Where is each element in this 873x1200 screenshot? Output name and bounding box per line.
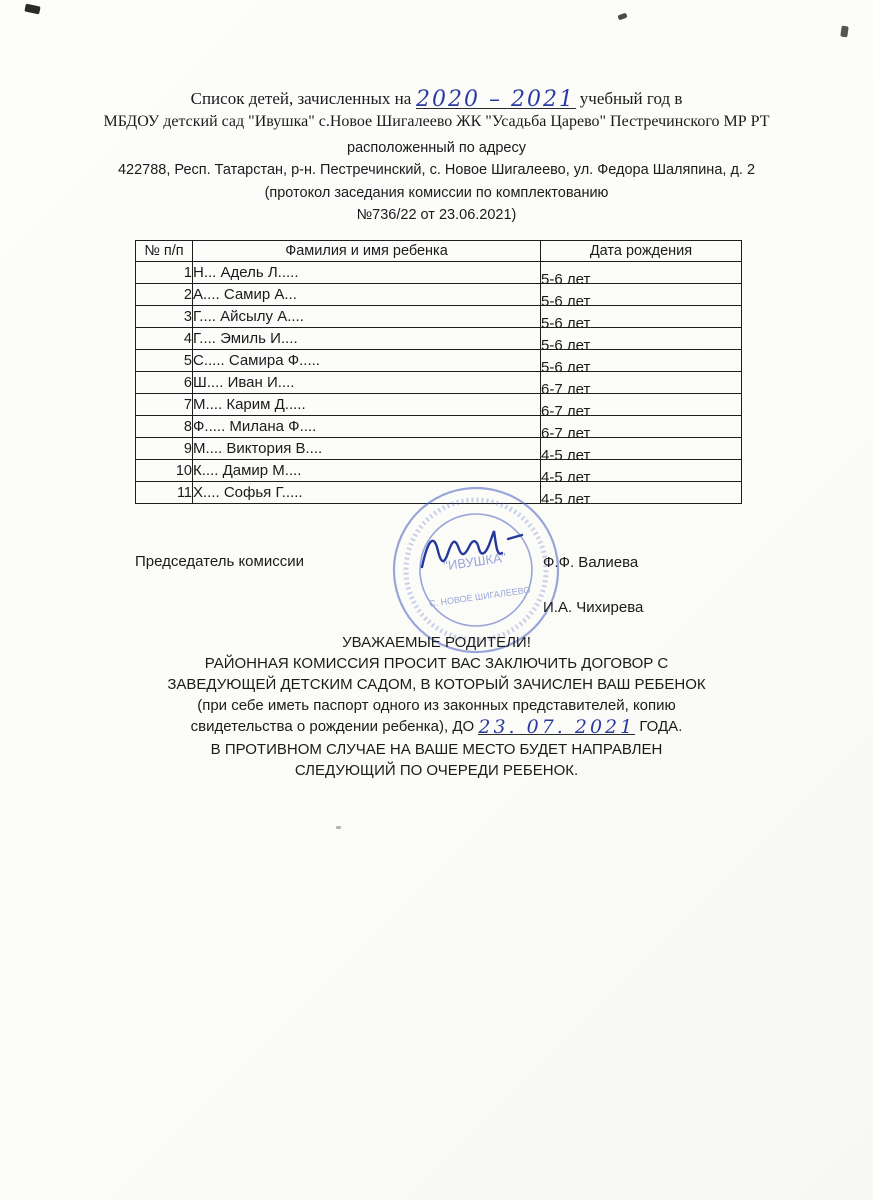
- header-name: Фамилия и имя ребенка: [193, 241, 541, 262]
- notice-line: (при себе иметь паспорт одного из законных представителей, копию: [197, 697, 676, 714]
- signatory-name-chikhireva: И.А. Чихирева: [543, 599, 644, 616]
- child-age: 6-7 лет: [541, 394, 742, 416]
- row-number: 11: [136, 482, 193, 504]
- table-row: [136, 262, 742, 284]
- table-row: [136, 394, 742, 416]
- child-age: 5-6 лет: [541, 328, 742, 350]
- child-name: С..... Самира Ф.....: [193, 350, 541, 372]
- table-row: [136, 372, 742, 394]
- child-name: Ф..... Милана Ф....: [193, 416, 541, 438]
- scan-artifact: [840, 26, 848, 38]
- table-row: [136, 284, 742, 306]
- table-row: [136, 350, 742, 372]
- row-number: 1: [136, 262, 193, 284]
- header-age: Дата рождения: [541, 241, 742, 262]
- row-number: 3: [136, 306, 193, 328]
- row-number: 10: [136, 460, 193, 482]
- deadline-suffix: ГОДА.: [639, 718, 683, 735]
- child-name: М.... Карим Д.....: [193, 394, 541, 416]
- stamp-center-text: "ИВУШКА": [442, 549, 508, 574]
- protocol-line1: (протокол заседания комиссии по комплектованию: [264, 185, 609, 201]
- notice-line: ЗАВЕДУЮЩЕЙ ДЕТСКИМ САДОМ, В КОТОРЫЙ ЗАЧИСЛЕН ВАШ РЕБЕНОК: [167, 676, 706, 693]
- row-number: 8: [136, 416, 193, 438]
- header-number: № п/п: [136, 241, 193, 262]
- child-age: 5-6 лет: [541, 306, 742, 328]
- child-name: А.... Самир А...: [193, 284, 541, 306]
- table-row: [136, 438, 742, 460]
- child-name: Г.... Эмиль И....: [193, 328, 541, 350]
- scan-artifact: [336, 826, 341, 829]
- handwritten-deadline-date: 23. 07. 2021: [478, 716, 636, 738]
- stamp-bottom-text: С. НОВОЕ ШИГАЛЕЕВО: [428, 584, 531, 609]
- row-number: 2: [136, 284, 193, 306]
- title-prefix: Список детей, зачисленных на: [190, 89, 412, 108]
- academic-year-blank: [416, 87, 576, 112]
- title-suffix: учебный год в: [579, 89, 683, 108]
- document-title-line2: МБДОУ детский сад "Ивушка" с.Новое Шигалеево ЖК "Усадьба Царево" Пестречинского МР РТ: [103, 113, 770, 130]
- child-age: 5-6 лет: [541, 350, 742, 372]
- child-age: 5-6 лет: [541, 262, 742, 284]
- child-age: 4-5 лет: [541, 482, 742, 504]
- scan-artifact: [617, 13, 627, 21]
- protocol-line2: №736/22 от 23.06.2021): [356, 207, 517, 223]
- child-name: Х.... Софья Г.....: [193, 482, 541, 504]
- child-name: К.... Дамир М....: [193, 460, 541, 482]
- document-title-line1: [0, 87, 873, 112]
- deadline-prefix: свидетельства о рождении ребенка), ДО: [190, 718, 475, 735]
- notice-line: В ПРОТИВНОМ СЛУЧАЕ НА ВАШЕ МЕСТО БУДЕТ НАПРАВЛЕН: [210, 741, 663, 758]
- row-number: 9: [136, 438, 193, 460]
- table-row: [136, 416, 742, 438]
- child-name: Ш.... Иван И....: [193, 372, 541, 394]
- address-line: 422788, Респ. Татарстан, р-н. Пестречинский, с. Новое Шигалеево, ул. Федора Шаляпина, д. 2: [117, 162, 756, 178]
- notice-line: РАЙОННАЯ КОМИССИЯ ПРОСИТ ВАС ЗАКЛЮЧИТЬ ДОГОВОР С: [204, 655, 669, 672]
- handwritten-signature: [412, 523, 532, 583]
- notice-heading: УВАЖАЕМЫЕ РОДИТЕЛИ!: [342, 634, 531, 651]
- signatory-name-valieva: Ф.Ф. Валиева: [543, 554, 639, 571]
- address-intro: расположенный по адресу: [347, 140, 526, 156]
- row-number: 7: [136, 394, 193, 416]
- child-age: 4-5 лет: [541, 460, 742, 482]
- table-row: [136, 328, 742, 350]
- deadline-blank: [478, 716, 636, 738]
- notice-line: СЛЕДУЮЩИЙ ПО ОЧЕРЕДИ РЕБЕНОК.: [294, 762, 579, 779]
- table-row: [136, 460, 742, 482]
- child-name: Г.... Айсылу А....: [193, 306, 541, 328]
- children-roster-table: [135, 240, 742, 508]
- child-name: Н... Адель Л.....: [193, 262, 541, 284]
- child-age: 6-7 лет: [541, 416, 742, 438]
- row-number: 5: [136, 350, 193, 372]
- scan-artifact: [24, 4, 40, 15]
- commission-chair-label: Председатель комиссии: [135, 553, 304, 570]
- handwritten-academic-year: 2020 – 2021: [416, 87, 576, 112]
- row-number: 6: [136, 372, 193, 394]
- table-row: [136, 306, 742, 328]
- notice-deadline-line: [0, 716, 873, 738]
- child-age: 4-5 лет: [541, 438, 742, 460]
- child-age: 6-7 лет: [541, 372, 742, 394]
- child-age: 5-6 лет: [541, 284, 742, 306]
- row-number: 4: [136, 328, 193, 350]
- child-name: М.... Виктория В....: [193, 438, 541, 460]
- table-header-row: [136, 241, 742, 262]
